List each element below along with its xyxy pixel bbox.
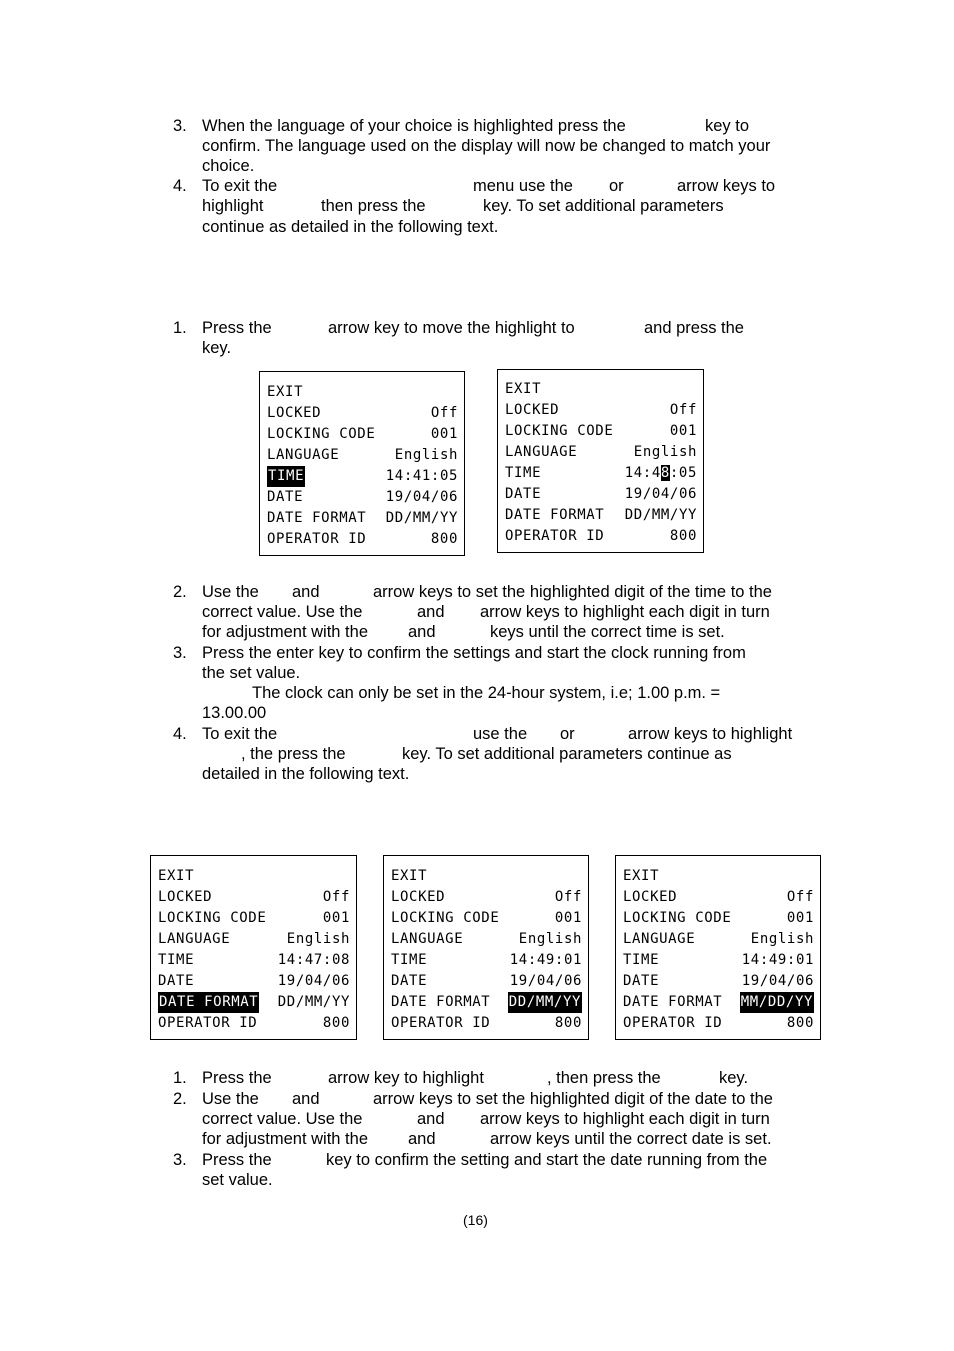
paragraph-text: menu use the [473, 177, 573, 195]
paragraph-text: Press the [202, 319, 272, 337]
lcd-label: TIME [505, 465, 542, 481]
lcd-row-exit [623, 866, 814, 887]
lcd-row-locking-code [158, 908, 350, 929]
paragraph-text: set value. [202, 1171, 273, 1189]
lcd-row-time [158, 950, 350, 971]
lcd-label: TIME [391, 952, 428, 968]
lcd-cursor-digit: 8 [660, 465, 670, 481]
paragraph-text: and [292, 1090, 320, 1108]
list-number: 3. [173, 117, 187, 135]
list-number: 4. [173, 725, 187, 743]
lcd-row-operator-id [623, 1013, 814, 1034]
lcd-label: EXIT [267, 384, 304, 400]
lcd-screen-date-format-edit [383, 855, 589, 1040]
list-number: 2. [173, 583, 187, 601]
lcd-row-time [267, 466, 458, 487]
lcd-label: EXIT [623, 868, 660, 884]
lcd-label: LANGUAGE [158, 931, 231, 947]
paragraph-text: arrow keys to set the highlighted digit of the time to the [373, 583, 772, 601]
lcd-value: 800 [669, 528, 697, 544]
lcd-label: LOCKING CODE [391, 910, 500, 926]
lcd-value: 19/04/06 [624, 486, 697, 502]
paragraph-text: correct value. Use the [202, 1110, 363, 1128]
lcd-row-exit [505, 379, 697, 400]
lcd-value: English [394, 447, 458, 463]
lcd-row-exit [158, 866, 350, 887]
lcd-label: LOCKED [391, 889, 446, 905]
list-number: 1. [173, 319, 187, 337]
lcd-value: 14:47:08 [277, 952, 350, 968]
lcd-label: LOCKED [623, 889, 678, 905]
lcd-row-operator-id [267, 529, 458, 550]
list-number: 3. [173, 1151, 187, 1169]
paragraph-text: To exit the [202, 725, 278, 743]
paragraph-text: arrow keys to highlight each digit in turn [480, 1110, 770, 1128]
note-text: The clock can only be set in the 24-hour system, i.e; 1.00 p.m. = [252, 684, 721, 702]
lcd-row-date [623, 971, 814, 992]
paragraph-text: and [417, 603, 445, 621]
lcd-value: 001 [430, 426, 458, 442]
lcd-label: EXIT [505, 381, 542, 397]
lcd-value: Off [322, 889, 350, 905]
paragraph-text: and [417, 1110, 445, 1128]
lcd-label: LOCKED [505, 402, 560, 418]
list-number: 3. [173, 644, 187, 662]
paragraph-text: keys until the correct time is set. [490, 623, 725, 641]
lcd-row-locking-code [391, 908, 582, 929]
paragraph-text: To exit the [202, 177, 278, 195]
paragraph-text: and press the [644, 319, 744, 337]
lcd-label: DATE [623, 973, 660, 989]
paragraph-text: Use the [202, 1090, 259, 1108]
paragraph-text: , then press the [547, 1069, 661, 1087]
paragraph-text: highlight [202, 197, 264, 215]
lcd-value: 800 [786, 1015, 814, 1031]
lcd-row-locking-code [623, 908, 814, 929]
lcd-row-locked [158, 887, 350, 908]
lcd-value: 14:49:01 [509, 952, 582, 968]
lcd-row-operator-id [505, 526, 697, 547]
list-number: 1. [173, 1069, 187, 1087]
list-number: 2. [173, 1090, 187, 1108]
lcd-value: 800 [554, 1015, 582, 1031]
paragraph-text: key. [719, 1069, 749, 1087]
paragraph-text: Press the [202, 1151, 272, 1169]
note-text: 13.00.00 [202, 704, 267, 722]
lcd-value: Off [554, 889, 582, 905]
lcd-row-language [505, 442, 697, 463]
lcd-label: TIME [158, 952, 195, 968]
lcd-row-locked [623, 887, 814, 908]
lcd-value: 001 [786, 910, 814, 926]
lcd-value: 800 [430, 531, 458, 547]
lcd-label: OPERATOR ID [267, 531, 367, 547]
lcd-row-date [158, 971, 350, 992]
lcd-label: LANGUAGE [267, 447, 340, 463]
lcd-value: 19/04/06 [741, 973, 814, 989]
paragraph-text: confirm. The language used on the display will now be changed to match your [202, 137, 771, 155]
lcd-row-locking-code [505, 421, 697, 442]
lcd-label-highlighted: TIME [267, 466, 305, 487]
lcd-row-language [267, 445, 458, 466]
lcd-row-locked [505, 400, 697, 421]
lcd-row-date [505, 484, 697, 505]
lcd-row-date [267, 487, 458, 508]
page-number: (16) [463, 1212, 488, 1228]
lcd-value: 19/04/06 [509, 973, 582, 989]
paragraph-text: Use the [202, 583, 259, 601]
lcd-row-date-format [505, 505, 697, 526]
lcd-row-locked [391, 887, 582, 908]
lcd-label: LANGUAGE [623, 931, 696, 947]
paragraph-text: key. To set additional parameters [483, 197, 724, 215]
lcd-label: LOCKING CODE [158, 910, 267, 926]
paragraph-text: or [609, 177, 624, 195]
lcd-screen-time-menu [259, 371, 465, 556]
paragraph-text: arrow key to move the highlight to [328, 319, 575, 337]
lcd-value-part: :05 [669, 465, 697, 481]
lcd-row-exit [267, 382, 458, 403]
lcd-value: 14:49:01 [741, 952, 814, 968]
paragraph-text: and [408, 623, 436, 641]
lcd-row-language [623, 929, 814, 950]
lcd-value: English [750, 931, 814, 947]
lcd-label: OPERATOR ID [623, 1015, 723, 1031]
paragraph-text: for adjustment with the [202, 623, 368, 641]
lcd-value: 19/04/06 [277, 973, 350, 989]
lcd-value: Off [786, 889, 814, 905]
paragraph-text: Press the enter key to confirm the settings and start the clock running from [202, 644, 746, 662]
lcd-row-date [391, 971, 582, 992]
lcd-row-locking-code [267, 424, 458, 445]
lcd-row-exit [391, 866, 582, 887]
lcd-value: English [633, 444, 697, 460]
lcd-row-language [391, 929, 582, 950]
paragraph-text: or [560, 725, 575, 743]
lcd-label: LANGUAGE [391, 931, 464, 947]
lcd-label: DATE FORMAT [391, 994, 491, 1010]
lcd-row-date-format [158, 992, 350, 1013]
lcd-value: DD/MM/YY [277, 994, 350, 1010]
lcd-value: 001 [669, 423, 697, 439]
lcd-row-date-format [391, 992, 582, 1013]
lcd-value: DD/MM/YY [385, 510, 458, 526]
paragraph-text: use the [473, 725, 528, 743]
lcd-label: DATE FORMAT [505, 507, 605, 523]
lcd-screen-time-edit [497, 369, 704, 553]
lcd-label: OPERATOR ID [158, 1015, 258, 1031]
lcd-label: LOCKED [158, 889, 213, 905]
lcd-label: DATE [158, 973, 195, 989]
lcd-label: OPERATOR ID [391, 1015, 491, 1031]
lcd-label: TIME [623, 952, 660, 968]
lcd-label: DATE [505, 486, 542, 502]
lcd-screen-date-format-changed [615, 855, 821, 1040]
lcd-value: 800 [322, 1015, 350, 1031]
lcd-label: LOCKED [267, 405, 322, 421]
paragraph-text: detailed in the following text. [202, 765, 410, 783]
lcd-value-part: 14:4 [624, 465, 661, 481]
paragraph-text: key to [705, 117, 750, 135]
lcd-label: LANGUAGE [505, 444, 578, 460]
lcd-value-highlighted: MM/DD/YY [740, 992, 814, 1013]
paragraph-text: , the press the [241, 745, 346, 763]
paragraph-text: key. To set additional parameters continue as [402, 745, 732, 763]
list-number: 4. [173, 177, 187, 195]
paragraph-text: arrow key to highlight [328, 1069, 484, 1087]
lcd-label: DATE FORMAT [623, 994, 723, 1010]
lcd-label: DATE [391, 973, 428, 989]
lcd-label: OPERATOR ID [505, 528, 605, 544]
paragraph-text: When the language of your choice is highlighted press the [202, 117, 626, 135]
paragraph-text: arrow keys to highlight [628, 725, 793, 743]
lcd-row-operator-id [391, 1013, 582, 1034]
lcd-value: Off [669, 402, 697, 418]
paragraph-text: Press the [202, 1069, 272, 1087]
lcd-row-language [158, 929, 350, 950]
lcd-row-time [391, 950, 582, 971]
lcd-value-highlighted: DD/MM/YY [508, 992, 582, 1013]
lcd-value [625, 463, 697, 484]
lcd-value: Off [430, 405, 458, 421]
lcd-label: LOCKING CODE [505, 423, 614, 439]
lcd-label: DATE [267, 489, 304, 505]
paragraph-text: choice. [202, 157, 255, 175]
lcd-row-date-format [623, 992, 814, 1013]
paragraph-text: the set value. [202, 664, 301, 682]
lcd-row-time [623, 950, 814, 971]
lcd-label-highlighted: DATE FORMAT [158, 992, 259, 1013]
paragraph-text: arrow keys until the correct date is set. [490, 1130, 772, 1148]
lcd-value: 001 [322, 910, 350, 926]
lcd-row-locked [267, 403, 458, 424]
paragraph-text: continue as detailed in the following text. [202, 218, 499, 236]
lcd-value: English [286, 931, 350, 947]
paragraph-text: correct value. Use the [202, 603, 363, 621]
lcd-value: English [518, 931, 582, 947]
lcd-value: 001 [554, 910, 582, 926]
paragraph-text: arrow keys to set the highlighted digit of the date to the [373, 1090, 773, 1108]
lcd-value: 14:41:05 [385, 468, 458, 484]
paragraph-text: key to confirm the setting and start the date running from the [326, 1151, 768, 1169]
lcd-label: LOCKING CODE [623, 910, 732, 926]
lcd-value: DD/MM/YY [624, 507, 697, 523]
lcd-label: EXIT [391, 868, 428, 884]
lcd-value: 19/04/06 [385, 489, 458, 505]
paragraph-text: and [292, 583, 320, 601]
paragraph-text: then press the [321, 197, 426, 215]
paragraph-text: arrow keys to [677, 177, 776, 195]
paragraph-text: arrow keys to highlight each digit in turn [480, 603, 770, 621]
lcd-row-operator-id [158, 1013, 350, 1034]
paragraph-text: key. [202, 339, 232, 357]
lcd-label: LOCKING CODE [267, 426, 376, 442]
paragraph-text: and [408, 1130, 436, 1148]
lcd-row-time [505, 463, 697, 484]
lcd-screen-date-format-menu [150, 855, 357, 1040]
paragraph-text: for adjustment with the [202, 1130, 368, 1148]
lcd-label: EXIT [158, 868, 195, 884]
lcd-row-date-format [267, 508, 458, 529]
lcd-label: DATE FORMAT [267, 510, 367, 526]
